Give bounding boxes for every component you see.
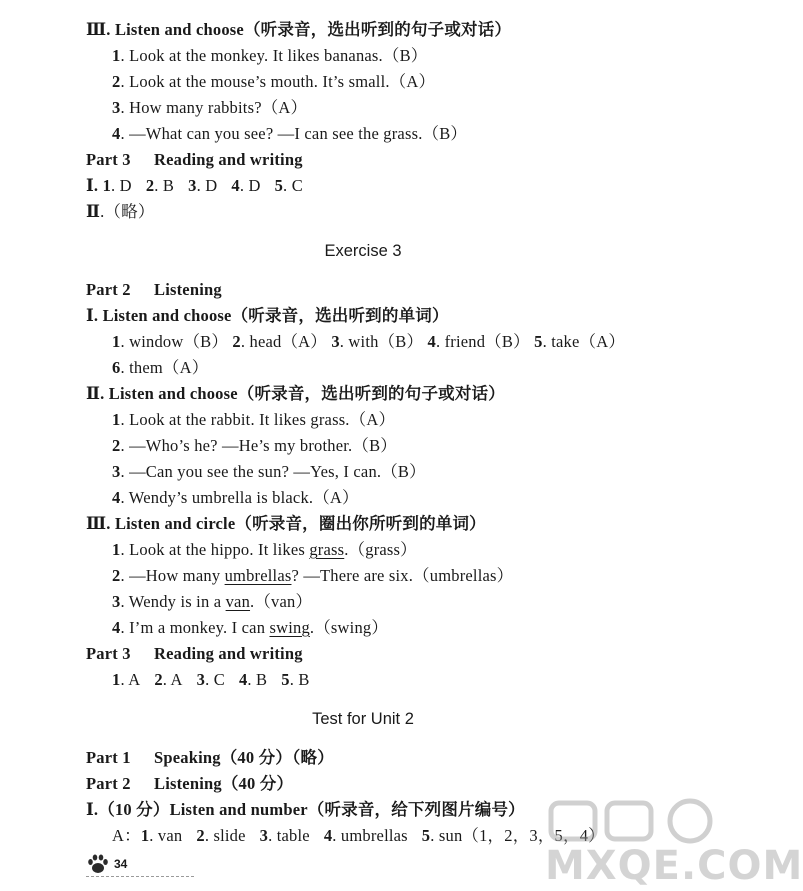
answer: . D [196, 176, 218, 195]
watermark-text: MXQE.COM [545, 843, 803, 889]
answer: . D [239, 176, 261, 195]
answer: . C [283, 176, 303, 195]
answer: . C [205, 670, 225, 689]
part-heading [86, 747, 334, 769]
answer: . van [149, 826, 183, 845]
heading-text: . Listen and choose（听录音，选出听到的句子或对话） [106, 20, 512, 39]
section-heading-i-number [86, 799, 525, 821]
answer: . A [162, 670, 183, 689]
answer-prefix: A： [112, 826, 141, 845]
roman-numeral: Ⅰ [86, 306, 94, 325]
part-label: Part 2 [86, 280, 131, 299]
page-footer [86, 851, 194, 879]
item-number: 2 [112, 436, 121, 455]
underlined-word: van [225, 592, 251, 611]
item-number: 4 [323, 826, 333, 845]
watermark [545, 795, 803, 891]
item-number: 3 [112, 462, 121, 481]
item-number: 2 [112, 566, 121, 585]
part-heading [86, 149, 303, 171]
item-number: 4 [238, 670, 248, 689]
item-number: 6 [112, 358, 121, 377]
roman-numeral: Ⅰ [86, 176, 94, 195]
item-text: . Look at the mouse’s mouth. It’s small.（A） [120, 72, 436, 91]
item-text: . I’m a monkey. I can [120, 618, 270, 637]
section-heading-ii-choose [86, 383, 505, 405]
item-text: ? —There are six.（umbrellas） [291, 566, 514, 585]
heading-text: . Listen and circle（听录音，圈出你所听到的单词） [106, 514, 486, 533]
part-label: Part 2 [86, 774, 131, 793]
answer: . slide [204, 826, 246, 845]
item-number: 2 [232, 332, 241, 351]
answer: . window（B） [120, 332, 229, 351]
item-number: 2 [112, 72, 121, 91]
list-item [112, 461, 426, 483]
item-text: . Wendy is in a [120, 592, 226, 611]
item-number: 4 [231, 176, 240, 195]
item-number: 3 [259, 826, 269, 845]
footer-divider [86, 876, 194, 877]
item-number: 5 [274, 176, 284, 195]
part-heading [86, 773, 293, 795]
answer: . B [247, 670, 268, 689]
section-heading-iii-choose [86, 19, 511, 41]
list-item [112, 591, 312, 613]
test-title: Test for Unit 2 [312, 710, 414, 728]
section-heading-i-choose [86, 305, 449, 327]
part-label: Part 1 [86, 748, 131, 767]
part-title: Listening [154, 280, 222, 299]
item-number: 2 [145, 176, 155, 195]
list-item [112, 71, 435, 93]
item-number: 4 [427, 332, 436, 351]
underlined-word: umbrellas [224, 566, 292, 585]
section-heading-iii-circle [86, 513, 486, 535]
roman-numeral: Ⅱ [86, 202, 101, 221]
item-number: 3 [112, 592, 121, 611]
item-number: 3 [188, 176, 197, 195]
watermark-logo-icon [545, 795, 725, 845]
answer: . them（A） [120, 358, 209, 377]
answer: . table [268, 826, 310, 845]
roman-numeral: Ⅲ [86, 20, 107, 39]
answer-row [112, 357, 208, 379]
item-text: .（van） [250, 592, 313, 611]
part-heading [86, 643, 303, 665]
answer: .（略） [100, 202, 155, 221]
item-text: . —Who’s he? —He’s my brother.（B） [120, 436, 397, 455]
heading-text: . Listen and choose（听录音，选出听到的单词） [93, 306, 449, 325]
item-number: 1 [112, 410, 121, 429]
item-text: . Look at the hippo. It likes [120, 540, 310, 559]
item-text: . —How many [120, 566, 225, 585]
part-heading [86, 279, 222, 301]
part-title: Reading and writing [154, 644, 303, 663]
part-label: Part 3 [86, 150, 131, 169]
item-number: 5 [421, 826, 431, 845]
list-item [112, 45, 427, 67]
answer: . D [111, 176, 132, 195]
item-number: 3 [112, 98, 121, 117]
item-text: . —What can you see? —I can see the grass.（B） [120, 124, 468, 143]
answer-row [86, 175, 303, 197]
exercise-title: Exercise 3 [324, 242, 402, 260]
list-item [112, 539, 417, 561]
item-number: 5 [534, 332, 543, 351]
item-number: 1 [140, 826, 150, 845]
heading-text: . Listen and choose（听录音，选出听到的句子或对话） [100, 384, 505, 403]
item-text: . How many rabbits?（A） [120, 98, 308, 117]
item-number: 1 [112, 670, 121, 689]
paw-icon [86, 853, 110, 875]
underlined-word: swing [269, 618, 310, 637]
answer: . B [154, 176, 175, 195]
list-item [112, 565, 513, 587]
item-number: 4 [112, 618, 121, 637]
item-number: 2 [154, 670, 163, 689]
answer-row [112, 331, 625, 353]
answer: . with（B） [339, 332, 424, 351]
part-title: Listening（40 分） [154, 774, 294, 793]
answer: . friend（B） [435, 332, 530, 351]
answer: . A [120, 670, 141, 689]
item-number: 2 [196, 826, 205, 845]
part-title: Speaking（40 分）（略） [154, 748, 334, 767]
answer-row [86, 201, 155, 223]
answer: . take（A） [542, 332, 626, 351]
answer: . sun（1，2，3，5，4） [430, 826, 605, 845]
item-number: 1 [112, 332, 121, 351]
part-title: Reading and writing [154, 150, 303, 169]
item-text: . Wendy’s umbrella is black.（A） [120, 488, 359, 507]
item-number: 4 [112, 124, 121, 143]
list-item [112, 487, 359, 509]
item-number: 1 [112, 46, 121, 65]
page-number: 34 [114, 857, 128, 871]
item-text: .（grass） [344, 540, 417, 559]
item-text: . Look at the monkey. It likes bananas.（B） [120, 46, 428, 65]
underlined-word: grass [309, 540, 345, 559]
item-text: .（swing） [309, 618, 389, 637]
item-number: . 1 [93, 176, 112, 195]
item-number: 1 [112, 540, 121, 559]
heading-text: .（10 分）Listen and number（听录音，给下列图片编号） [93, 800, 525, 819]
item-text: . —Can you see the sun? —Yes, I can.（B） [120, 462, 426, 481]
item-number: 4 [112, 488, 121, 507]
answer: . B [289, 670, 310, 689]
item-text: . Look at the rabbit. It likes grass.（A） [120, 410, 396, 429]
roman-numeral: Ⅲ [86, 514, 107, 533]
answer-row [112, 825, 605, 847]
roman-numeral: Ⅱ [86, 384, 101, 403]
answer: . head（A） [240, 332, 327, 351]
list-item [112, 617, 388, 639]
answer: . umbrellas [332, 826, 408, 845]
list-item [112, 409, 395, 431]
item-number: 3 [196, 670, 206, 689]
list-item [112, 97, 307, 119]
answer-row [112, 669, 310, 691]
item-number: 5 [281, 670, 290, 689]
list-item [112, 435, 397, 457]
part-label: Part 3 [86, 644, 131, 663]
list-item [112, 123, 467, 145]
roman-numeral: Ⅰ [86, 800, 94, 819]
item-number: 3 [331, 332, 340, 351]
